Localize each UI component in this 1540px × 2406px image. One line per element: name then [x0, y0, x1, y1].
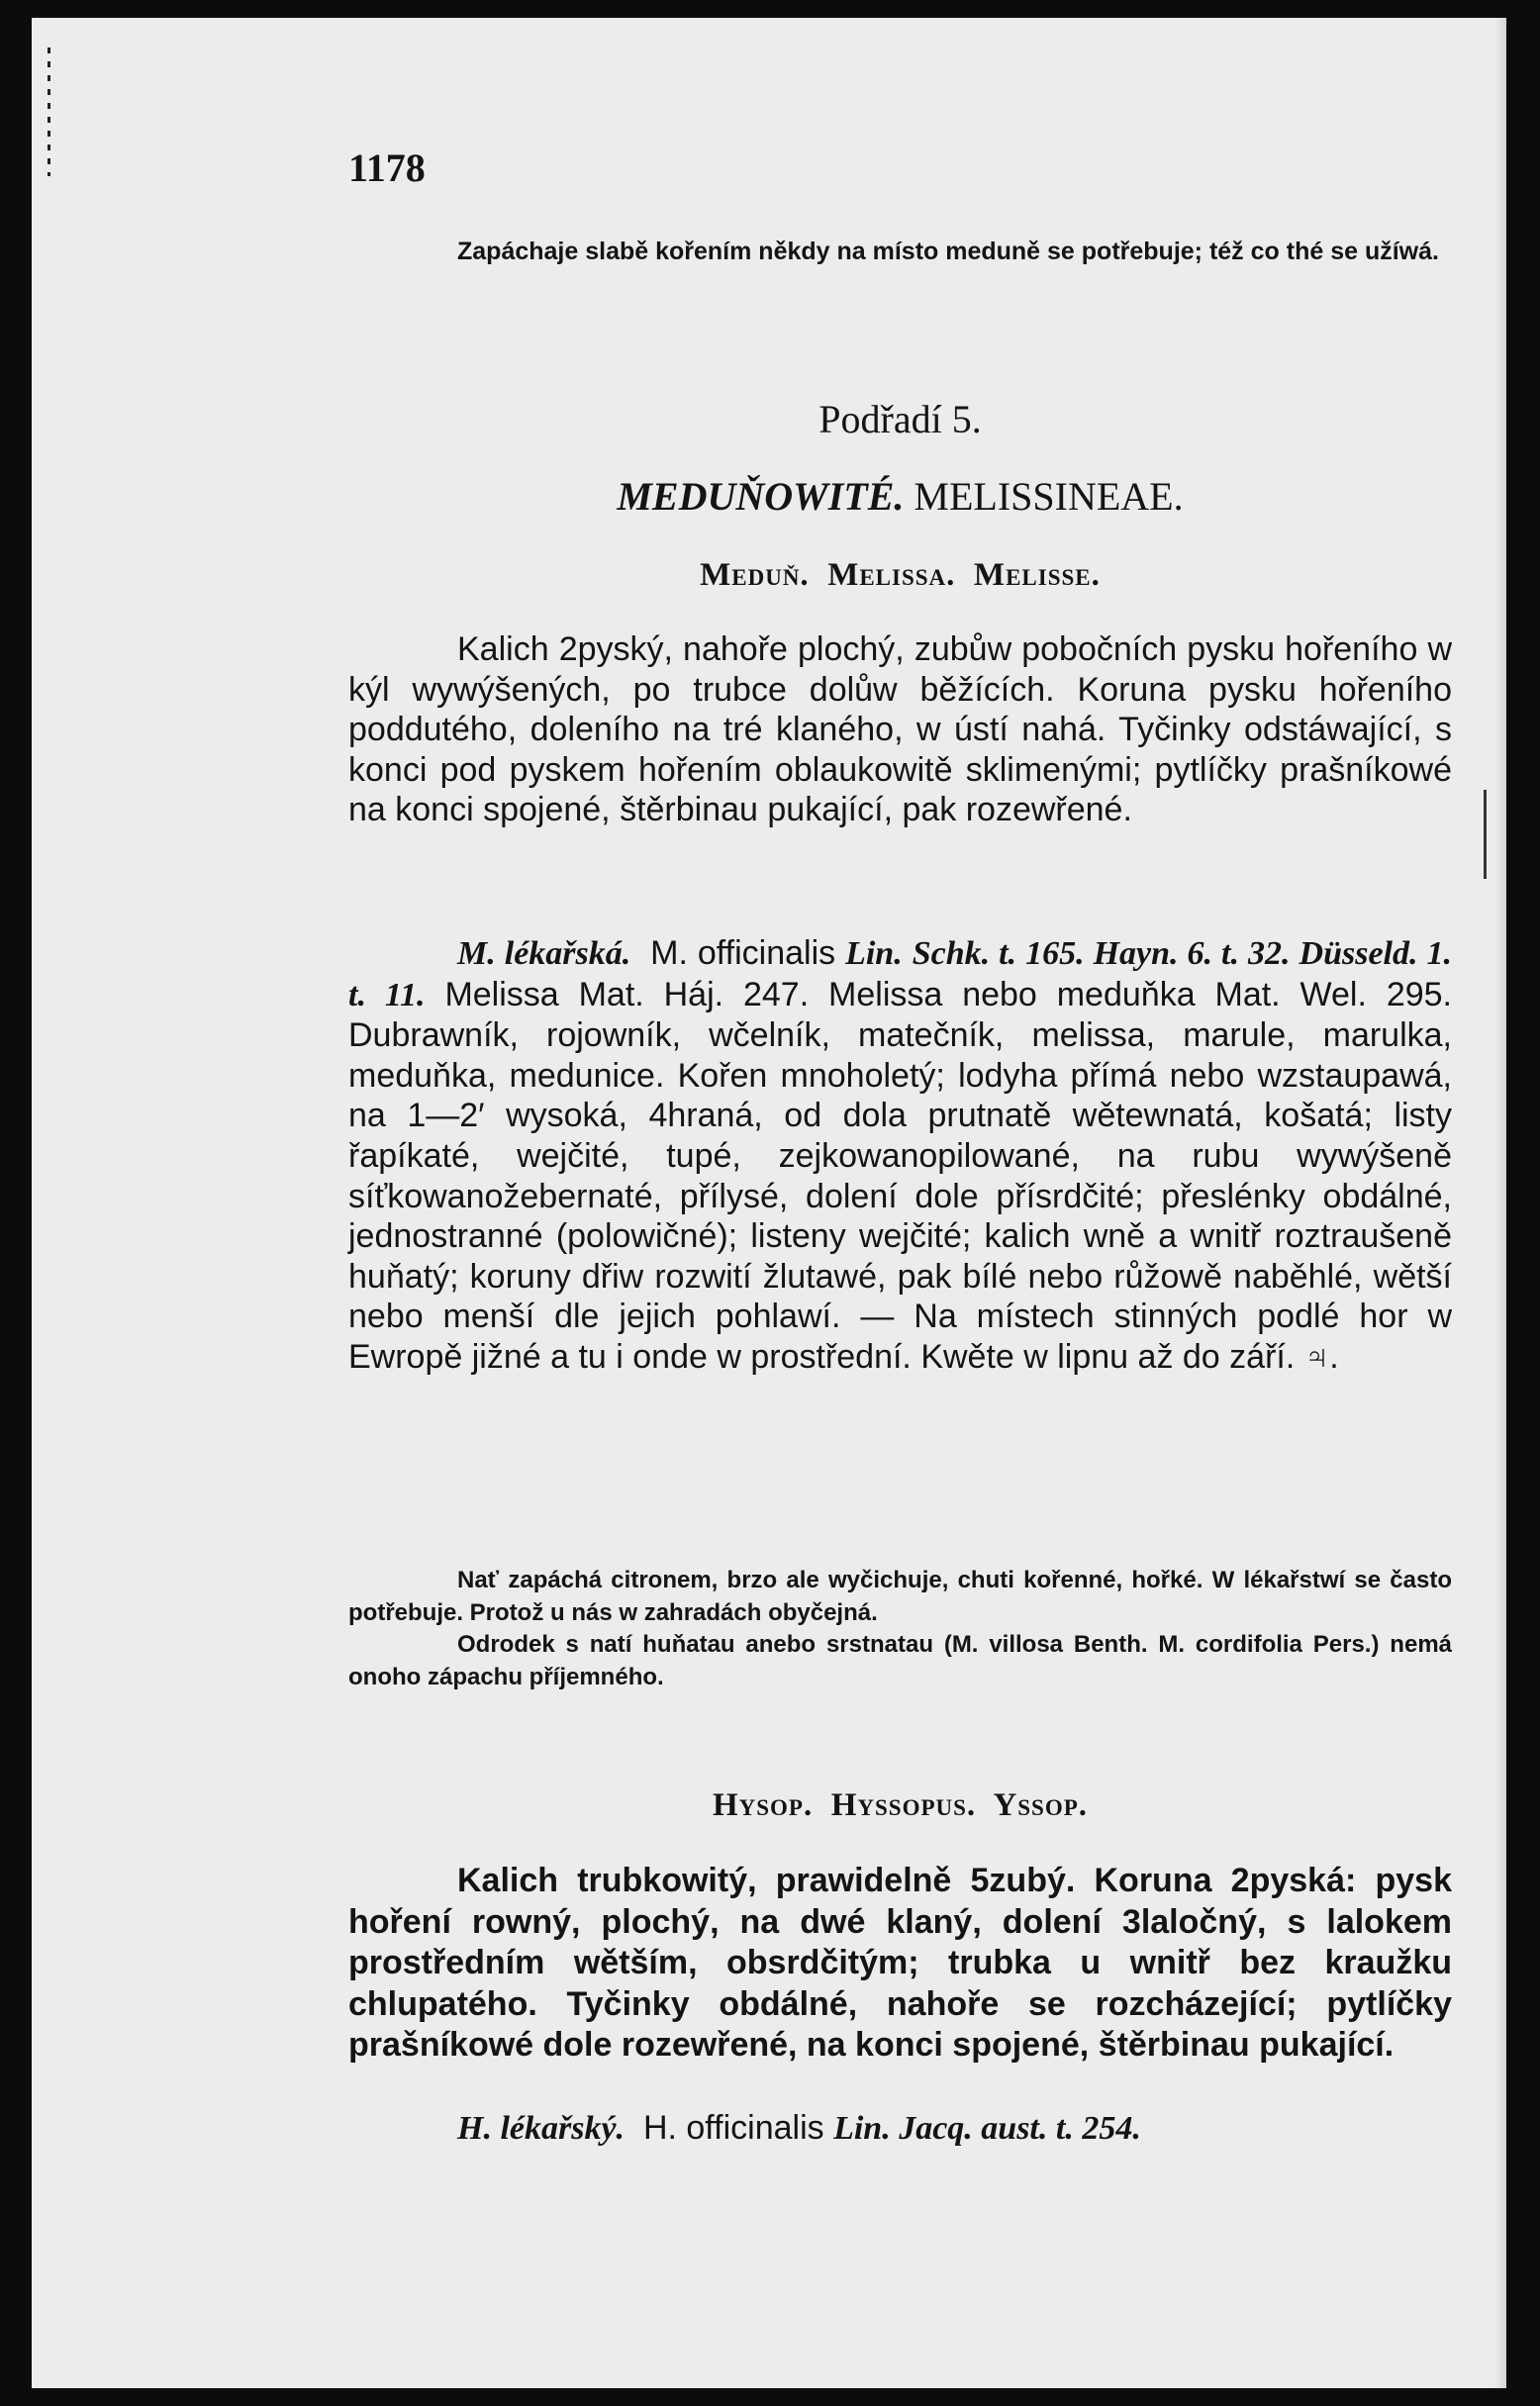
species-entry-text — [348, 2108, 1452, 2150]
species-entry-text — [348, 933, 1452, 1378]
species-latin: H. officinalis — [642, 2109, 824, 2147]
species-refs-a: Schk. t. 165. Hayn. 6. t. 32. Düsseld. 1. t. 11. — [348, 935, 1452, 1013]
species-author: Lin. — [845, 935, 903, 972]
book-page — [32, 18, 1506, 2388]
margin-mark — [48, 48, 50, 176]
note-1: Nať zapáchá citronem, brzo ale wyčichuje, chuti kořenné, hořké. W lékařstwí se často potřebuje. Protož u nás w zahradách obyčejná. — [348, 1567, 1452, 1626]
genus-german: Melisse. — [973, 557, 1101, 593]
edge-mark — [1484, 790, 1487, 879]
notes-melissa — [348, 1565, 1452, 1693]
species-refs: Lin. Jacq. aust. t. 254. — [833, 2110, 1141, 2147]
genus-latin: Hyssopus. — [830, 1787, 977, 1823]
genus-description-hyssopus — [348, 1861, 1452, 2067]
genus-czech: Meduň. — [700, 557, 810, 593]
genus-heading-hyssopus — [348, 1787, 1452, 1824]
genus-czech: Hysop. — [712, 1787, 814, 1823]
family-heading — [348, 473, 1452, 520]
species-name: H. lékařský. — [457, 2110, 626, 2147]
family-heading-latin: MELISSINEAE. — [914, 474, 1184, 519]
species-entry-melissa — [348, 933, 1452, 1378]
species-description: Dubrawník, rojowník, wčelník, matečník, melissa, marule, marulka, meduňka, medunice. Kořen mnoholetý; lodyha přímá nebo wzstaupawá, na 1—2′ wysoká, 4hraná, od dola prutnatě wětewnatá, košatá; listy řapíkaté, wejčité, tupé, zejkowanopilowané, na rubu wywýšeně síťkowanožebernaté, přílysé, dolení dole přísrdčité; přeslénky obdálné, jednostranné (polowičné); listeny wejčité; kalich wně a wnitř roztraušeně huňatý; koruny dřiw rozwití žlutawé, pak bílé nebo růžowě naběhlé, wětší nebo menší dle jejich pohlawí. — Na místech stinných podlé hor w Ewropě jižné a tu i onde w prostřední. Kwěte w lipnu až do září. ♃. — [348, 1016, 1452, 1376]
species-entry-hyssopus — [348, 2108, 1452, 2150]
genus-german: Yssop. — [993, 1787, 1089, 1823]
note-2: Odrodek s natí huňatau anebo srstnatau (M. villosa Benth. M. cordifolia Pers.) nemá onoho zápachu příjemného. — [348, 1631, 1452, 1690]
genus-description-text: Kalich 2pyský, nahoře plochý, zubůw pobočních pysku hořeního w kýl wywýšených, po trubce dolůw běžících. Koruna pysku hořeního poddutého, doleního na tré klaného, w ústí nahá. Tyčinky odstáwající, s konci pod pyskem hořením oblaukowitě sklimenými; pytlíčky prašníkowé na konci spojené, štěrbinau pukající, pak rozewřené. — [348, 630, 1452, 829]
species-latin: M. officinalis — [650, 934, 836, 972]
suborder-heading: Podřadí 5. — [818, 397, 982, 441]
genus-description-text: Kalich trubkowitý, prawidelně 5zubý. Koruna 2pyská: pysk hoření rowný, plochý, na dwé klaný, dolení 3laločný, s lalokem prostředním wětším, obsrdčitým; trubka u wnitř bez kraužku chlupatého. Tyčinky obdálné, nahoře se rozcházející; pytlíčky prašníkowé dole rozewřené, na konci spojené, štěrbinau pukající. — [348, 1862, 1452, 2064]
intro-note-text: Zapáchaje slabě kořením někdy na místo meduně se potřebuje; též co thé se užíwá. — [457, 238, 1439, 265]
genus-description-melissa — [348, 629, 1452, 830]
intro-note — [348, 234, 1452, 269]
family-heading-czech: MEDUŇOWITÉ. — [617, 474, 905, 519]
page-edge-shadow — [1494, 18, 1506, 2388]
genus-heading-melissa — [348, 557, 1452, 594]
species-name: M. lékařská. — [457, 935, 631, 972]
species-refs-b: Melissa Mat. Háj. 247. Melissa nebo meduňka Mat. Wel. 295. — [444, 975, 1452, 1013]
genus-latin: Melissa. — [827, 557, 956, 593]
page-number: 1178 — [348, 145, 426, 190]
